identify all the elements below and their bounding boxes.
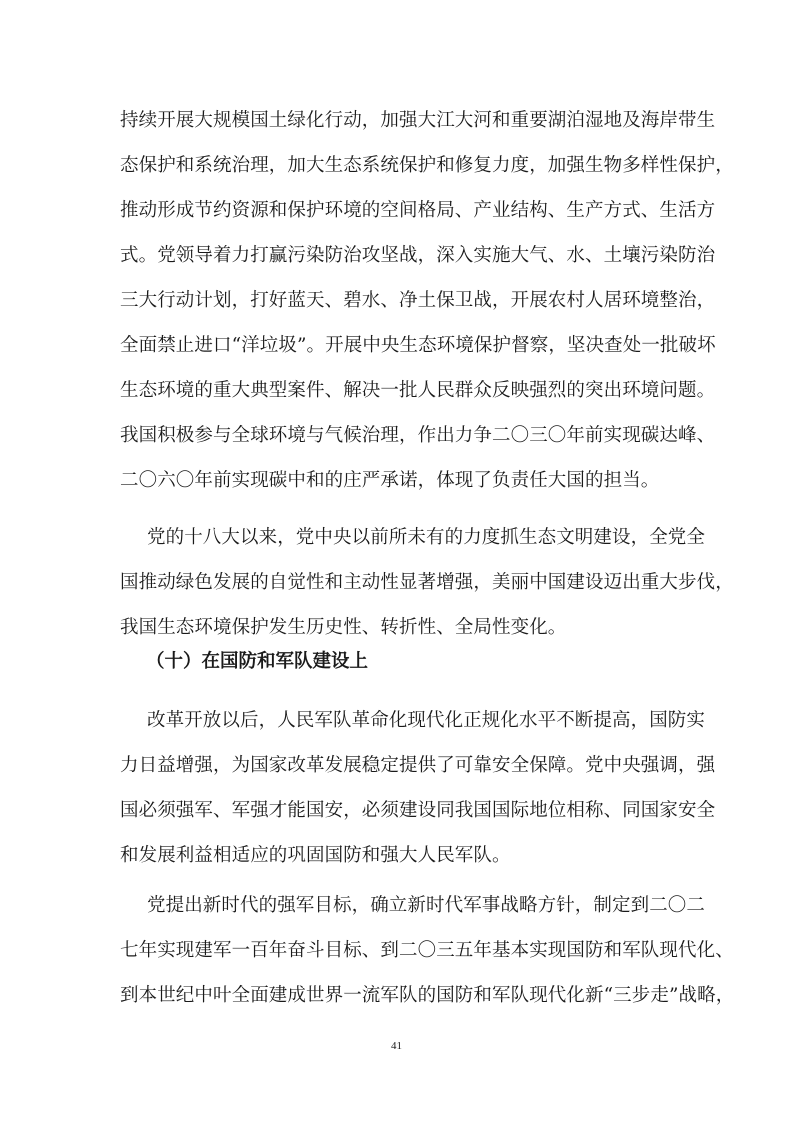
text-line: 持续开展大规模国土绿化行动，加强大江大河和重要湖泊湿地及海岸带生 — [120, 110, 716, 131]
text-line: 二〇六〇年前实现碳中和的庄严承诺，体现了负责任大国的担当。 — [120, 470, 660, 491]
text-line: 我国积极参与全球环境与气候治理，作出力争二〇三〇年前实现碳达峰、 — [120, 425, 716, 446]
text-line: 党提出新时代的强军目标，确立新时代军事战略方针，制定到二〇二 — [147, 895, 706, 916]
paragraph-ecology-summary — [120, 515, 734, 650]
text-line: 国推动绿色发展的自觉性和主动性显著增强，美丽中国建设迈出重大步伐， — [120, 572, 734, 593]
paragraph-strong-military-goal — [120, 883, 735, 1018]
paragraph-ecology-continuation — [120, 98, 734, 503]
text-line: 到本世纪中叶全面建成世界一流军队的国防和军队现代化新“三步走”战略， — [120, 985, 735, 1006]
text-line: 式。党领导着力打赢污染防治攻坚战，深入实施大气、水、土壤污染防治 — [120, 245, 716, 266]
text-line: 和发展利益相适应的巩固国防和强大人民军队。 — [120, 845, 511, 866]
text-line: 国必须强军、军强才能国安，必须建设同我国国际地位相称、同国家安全 — [120, 800, 716, 821]
text-line: 我国生态环境保护发生历史性、转折性、全局性变化。 — [120, 617, 567, 638]
section-heading: （十）在国防和军队建设上 — [146, 651, 369, 672]
text-line: 改革开放以后，人民军队革命化现代化正规化水平不断提高，国防实 — [147, 710, 706, 731]
text-line: 三大行动计划，打好蓝天、碧水、净土保卫战，开展农村人居环境整治， — [120, 290, 716, 311]
text-line: 态保护和系统治理，加大生态系统保护和修复力度，加强生物多样性保护， — [120, 155, 734, 176]
text-line: 生态环境的重大典型案件、解决一批人民群众反映强烈的突出环境问题。 — [120, 380, 716, 401]
paragraph-defense-intro — [120, 698, 716, 878]
text-line: 力日益增强，为国家改革发展稳定提供了可靠安全保障。党中央强调，强 — [120, 755, 716, 776]
text-line: 推动形成节约资源和保护环境的空间格局、产业结构、生产方式、生活方 — [120, 200, 716, 221]
text-line: 党的十八大以来，党中央以前所未有的力度抓生态文明建设，全党全 — [147, 527, 706, 548]
text-line: 全面禁止进口“洋垃圾”。开展中央生态环境保护督察，坚决查处一批破坏 — [120, 335, 716, 356]
page-number: 41 — [391, 1040, 402, 1052]
text-line: 七年实现建军一百年奋斗目标、到二〇三五年基本实现国防和军队现代化、 — [120, 940, 734, 961]
